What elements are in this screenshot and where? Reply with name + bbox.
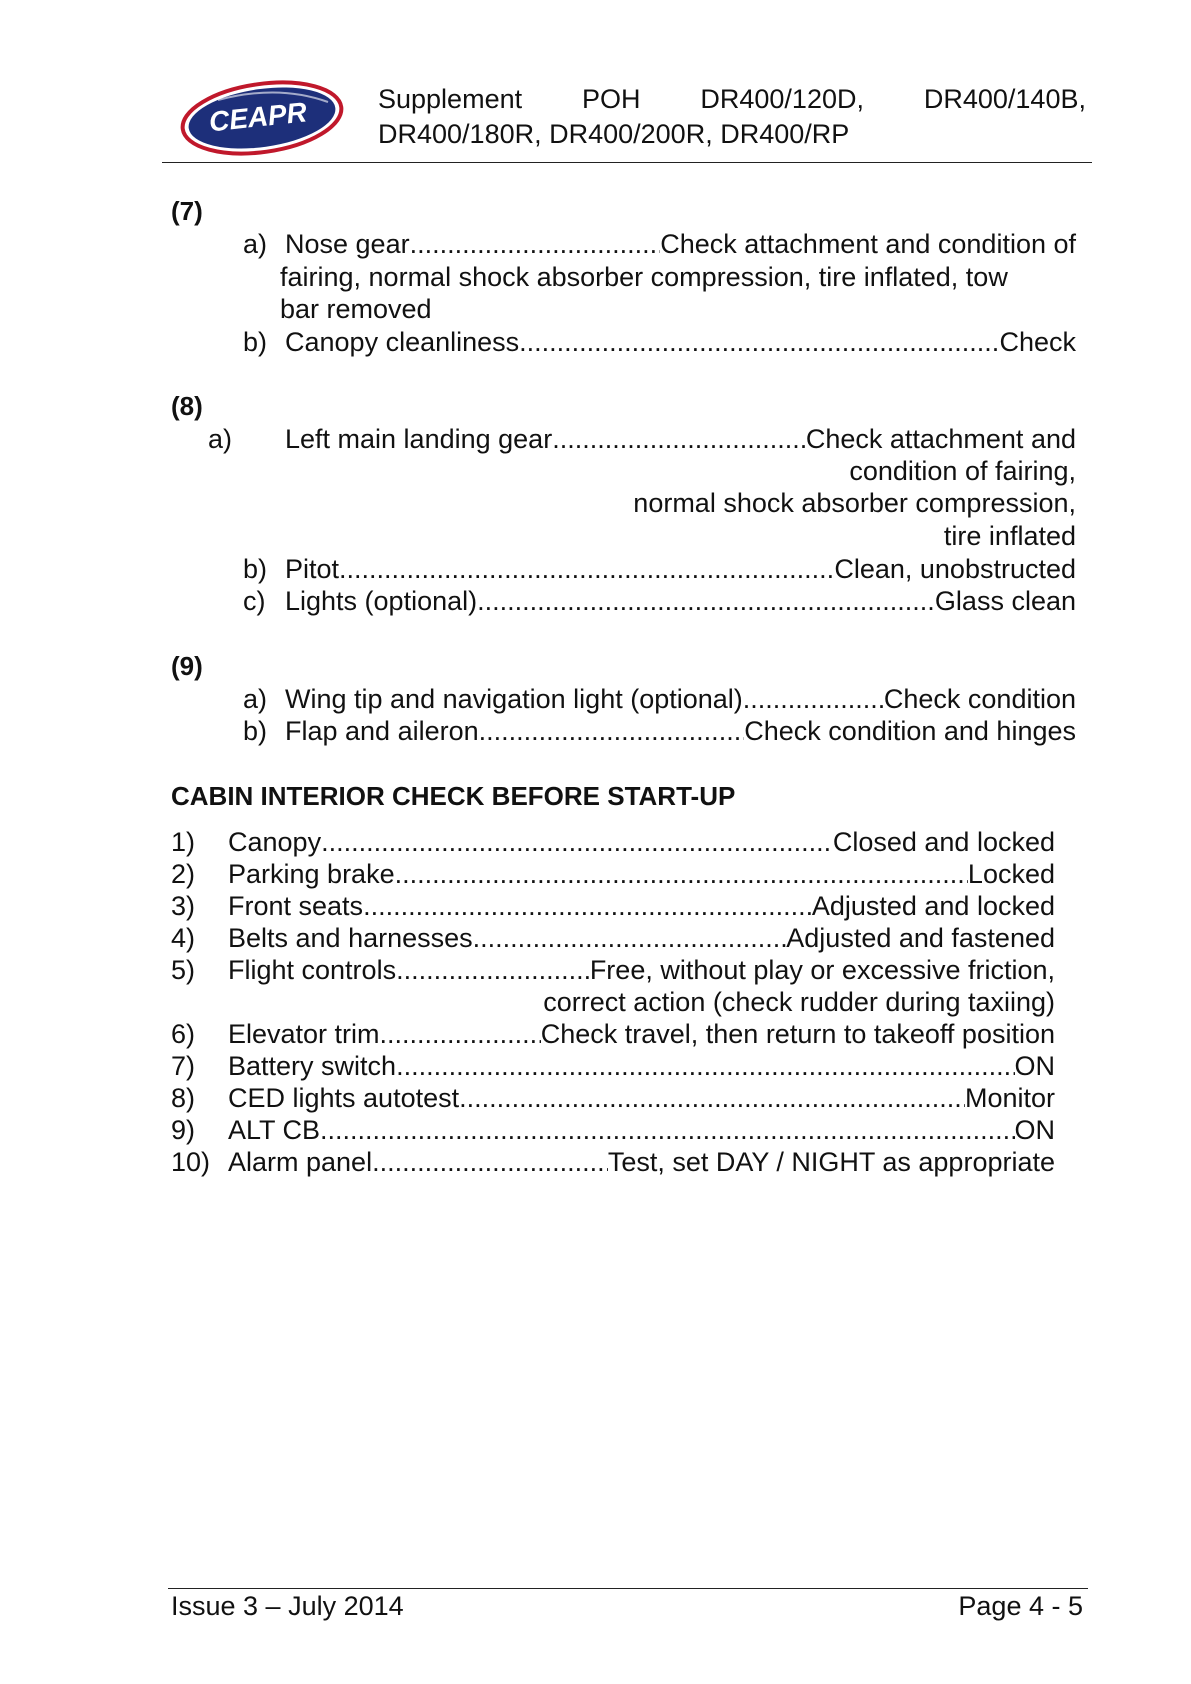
checklist-line bbox=[228, 858, 1055, 890]
item-prefix: a) bbox=[208, 424, 233, 454]
cabin-check-heading: CABIN INTERIOR CHECK BEFORE START-UP bbox=[171, 781, 736, 811]
item-label: Canopy bbox=[228, 827, 322, 857]
item-result: Check travel, then return to takeoff position bbox=[540, 1019, 1055, 1049]
item-label: Alarm panel bbox=[228, 1147, 373, 1177]
item-label: Belts and harnesses bbox=[228, 923, 473, 953]
ceapr-logo bbox=[178, 78, 346, 158]
item-label: Flight controls bbox=[228, 955, 397, 985]
footer-issue: Issue 3 – July 2014 bbox=[171, 1591, 404, 1621]
svg-text:CEAPR: CEAPR bbox=[207, 96, 309, 138]
item-number: 9) bbox=[171, 1115, 196, 1145]
footer-rule bbox=[168, 1588, 1088, 1589]
item-number: 6) bbox=[171, 1019, 196, 1049]
item-result: Adjusted and locked bbox=[811, 891, 1055, 921]
item-label: Parking brake bbox=[228, 859, 395, 889]
checklist-line bbox=[228, 826, 1055, 858]
leader-dots bbox=[479, 715, 745, 747]
item-result: Monitor bbox=[964, 1083, 1055, 1113]
item-prefix: b) bbox=[243, 716, 268, 746]
checklist-line bbox=[285, 423, 1076, 455]
item-label: Lights (optional) bbox=[285, 586, 478, 616]
leader-dots bbox=[321, 826, 833, 858]
leader-dots bbox=[459, 1082, 965, 1114]
item-prefix: b) bbox=[243, 327, 268, 357]
item-prefix: a) bbox=[243, 684, 268, 714]
header-line-2: DR400/180R, DR400/200R, DR400/RP bbox=[378, 119, 850, 149]
item-result-cont: fairing, normal shock absorber compression, tire inflated, tow bbox=[280, 262, 1008, 292]
checklist-line bbox=[228, 954, 1055, 986]
item-label: Elevator trim bbox=[228, 1019, 380, 1049]
checklist-line bbox=[285, 683, 1076, 715]
item-label: Battery switch bbox=[228, 1051, 397, 1081]
leader-dots bbox=[372, 1146, 608, 1178]
leader-dots bbox=[380, 1018, 541, 1050]
header-word: DR400/120D, bbox=[700, 84, 864, 114]
leader-dots bbox=[339, 553, 834, 585]
item-number: 4) bbox=[171, 923, 196, 953]
item-label: Wing tip and navigation light (optional) bbox=[285, 684, 743, 714]
checklist-line bbox=[228, 1114, 1055, 1146]
leader-dots bbox=[477, 585, 935, 617]
section-7-number: (7) bbox=[171, 196, 203, 226]
section-8-number: (8) bbox=[171, 391, 203, 421]
item-number: 3) bbox=[171, 891, 196, 921]
footer-page-number: Page 4 - 5 bbox=[958, 1591, 1083, 1621]
item-number: 2) bbox=[171, 859, 196, 889]
checklist-line bbox=[228, 1018, 1055, 1050]
item-prefix: c) bbox=[243, 586, 266, 616]
item-number: 7) bbox=[171, 1051, 196, 1081]
item-result: Check condition bbox=[883, 684, 1076, 714]
leader-dots bbox=[410, 228, 661, 260]
item-label: Pitot bbox=[285, 554, 340, 584]
item-number: 10) bbox=[171, 1147, 211, 1177]
leader-dots bbox=[552, 423, 806, 455]
leader-dots bbox=[396, 1050, 1014, 1082]
checklist-line bbox=[228, 890, 1055, 922]
item-result-cont: normal shock absorber compression, bbox=[633, 488, 1076, 518]
item-label: Left main landing gear bbox=[285, 424, 553, 454]
checklist-line bbox=[285, 715, 1076, 747]
header-rule bbox=[162, 162, 1092, 163]
checklist-line bbox=[228, 1082, 1055, 1114]
item-result: Adjusted and fastened bbox=[786, 923, 1055, 953]
item-prefix: b) bbox=[243, 554, 268, 584]
item-result-cont: bar removed bbox=[280, 294, 432, 324]
header-word: Supplement bbox=[378, 84, 523, 114]
item-label: Flap and aileron bbox=[285, 716, 479, 746]
item-label: Canopy cleanliness bbox=[285, 327, 520, 357]
leader-dots bbox=[395, 858, 968, 890]
checklist-line bbox=[228, 1050, 1055, 1082]
leader-dots bbox=[363, 890, 812, 922]
item-result: Check attachment and bbox=[805, 424, 1076, 454]
item-result: Closed and locked bbox=[832, 827, 1055, 857]
checklist-line bbox=[285, 326, 1076, 358]
header-word: DR400/140B, bbox=[923, 84, 1086, 114]
leader-dots bbox=[473, 922, 787, 954]
checklist-line bbox=[228, 1146, 1055, 1178]
item-result: Glass clean bbox=[934, 586, 1076, 616]
item-result: Test, set DAY / NIGHT as appropriate bbox=[607, 1147, 1055, 1177]
item-result-cont: correct action (check rudder during taxiing) bbox=[543, 987, 1055, 1017]
leader-dots bbox=[743, 683, 884, 715]
item-result-cont: condition of fairing, bbox=[849, 456, 1076, 486]
item-label: Nose gear bbox=[285, 229, 410, 259]
leader-dots bbox=[519, 326, 999, 358]
item-label: CED lights autotest bbox=[228, 1083, 460, 1113]
checklist-line bbox=[285, 585, 1076, 617]
checklist-line bbox=[228, 922, 1055, 954]
item-number: 8) bbox=[171, 1083, 196, 1113]
item-result: Free, without play or excessive friction, bbox=[589, 955, 1055, 985]
item-number: 1) bbox=[171, 827, 196, 857]
header-word: POH bbox=[581, 84, 641, 114]
item-label: Front seats bbox=[228, 891, 364, 921]
item-result: ON bbox=[1014, 1051, 1055, 1081]
item-result-cont: tire inflated bbox=[943, 521, 1076, 551]
document-header bbox=[378, 82, 1086, 152]
item-result: ON bbox=[1014, 1115, 1055, 1145]
item-result: Check attachment and condition of bbox=[660, 229, 1076, 259]
leader-dots bbox=[396, 954, 590, 986]
item-prefix: a) bbox=[243, 229, 268, 259]
item-label: ALT CB bbox=[228, 1115, 321, 1145]
checklist-line bbox=[285, 228, 1076, 260]
checklist-line bbox=[285, 553, 1076, 585]
section-9-number: (9) bbox=[171, 651, 203, 681]
item-result: Check bbox=[999, 327, 1076, 357]
item-result: Locked bbox=[967, 859, 1055, 889]
item-number: 5) bbox=[171, 955, 196, 985]
leader-dots bbox=[320, 1114, 1014, 1146]
item-result: Check condition and hinges bbox=[744, 716, 1076, 746]
item-result: Clean, unobstructed bbox=[834, 554, 1076, 584]
